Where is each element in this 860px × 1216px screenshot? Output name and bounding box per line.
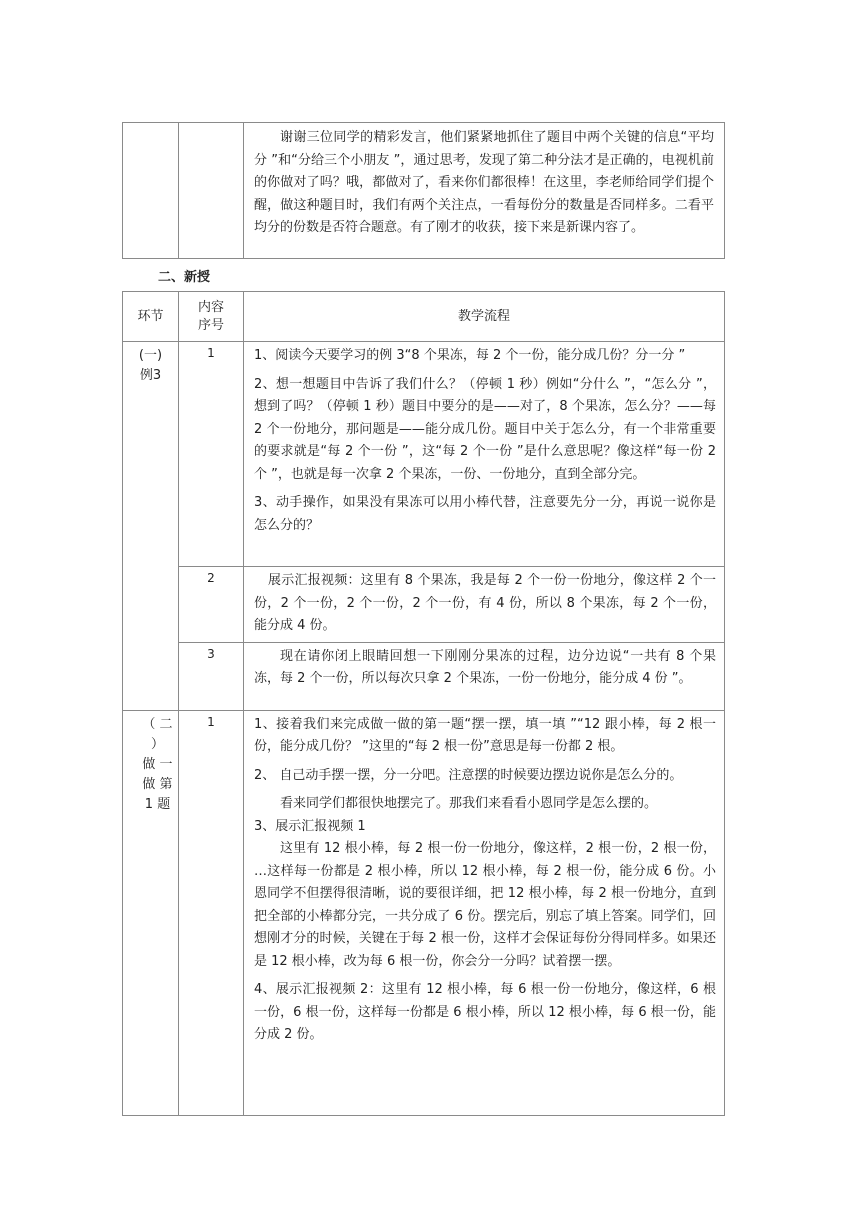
header-content-number	[179, 292, 244, 342]
stage-label-line4: 做 第	[142, 776, 173, 792]
empty-cell	[123, 123, 179, 259]
section-heading: 二、新授	[158, 270, 211, 285]
table-header-row	[123, 292, 725, 342]
previous-section-table	[122, 122, 725, 259]
flow-paragraph: 现在请你闭上眼睛回想一下刚刚分果冻的过程，边分边说“一共有 8 个果冻，每 2 个一份，所以每次只拿 2 个果冻，一份一份地分，能分成 4 份 ”。	[254, 648, 716, 686]
table-row	[123, 342, 725, 567]
empty-cell	[179, 123, 244, 259]
row-number: 1	[179, 342, 244, 567]
intro-cell	[244, 123, 725, 259]
table-row	[123, 567, 725, 643]
flow-paragraph: 2、想一想题目中告诉了我们什么？（停顿 1 秒）例如“分什么 ”，“怎么分 ”，想到了吗？（停顿 1 秒）题目中要分的是——对了，8 个果冻，怎么分？——每 2 个一份地分，那问题是——能分成几份。题目中关于怎么分，有一个非常重要的要求就是“每 2 个一份 ”，这“每 2 个一份 ”是什么意思呢？像这样“每一份 2 个 ”，也就是每一次拿 2 个果冻，一份、一份地分，直到全部分完。	[254, 376, 716, 482]
stage-label-line2: ）	[150, 736, 164, 752]
stage-example3	[123, 342, 179, 711]
flow-paragraph: 3、展示汇报视频 1	[254, 818, 366, 834]
intro-paragraph: 谢谢三位同学的精彩发言，他们紧紧地抓住了题目中两个关键的信息“平均分 ”和“分给三个小朋友 ”，通过思考，发现了第二种分法才是正确的，电视机前的你做对了吗？哦，都做对了，看来你们都很棒！在这里，李老师给同学们提个醒，做这种题目时，我们有两个关注点，一看每份分的数量是否同样多。二看平均分的份数是否符合题意。有了刚才的收获，接下来是新课内容了。	[254, 130, 714, 235]
header-stage: 环节	[123, 292, 179, 342]
flow-paragraph: 3、动手操作，如果没有果冻可以用小棒代替，注意要先分一分，再说一说你是怎么分的？	[254, 495, 716, 533]
table-row	[123, 710, 725, 1115]
row-number: 2	[179, 567, 244, 643]
flow-paragraph: 4、展示汇报视频 2：这里有 12 根小棒，每 6 根一份一份地分，像这样，6 根一份，6 根一份，这样每一份都是 6 根小棒，所以 12 根小棒，每 6 根一份，能分成 2 份。	[254, 982, 716, 1042]
row-number: 1	[179, 710, 244, 1115]
flow-cell	[244, 342, 725, 567]
flow-paragraph: 展示汇报视频：这里有 8 个果冻，我是每 2 个一份一份地分，像这样 2 个一份，2 个一份，2 个一份，2 个一份，有 4 份，所以 8 个果冻，每 2 个一份，能分成 4 份。	[254, 573, 716, 633]
flow-paragraph: 2、 自己动手摆一摆，分一分吧。注意摆的时候要边摆边说你是怎么分的。	[254, 767, 683, 783]
stage-label-line2: 例3	[139, 368, 162, 383]
flow-cell	[244, 642, 725, 710]
lesson-flow-table	[122, 291, 725, 1116]
flow-paragraph: 1、阅读今天要学习的例 3“8 个果冻，每 2 个一份，能分成几份？分一分 ”	[254, 348, 686, 363]
stage-exercise1	[123, 710, 179, 1115]
header-content-number-line1: 内容	[197, 299, 224, 315]
table-row	[123, 642, 725, 710]
flow-paragraph: 1、接着我们来完成做一做的第一题“摆一摆，填一填 ”“12 跟小棒，每 2 根一份，能分成几份？ ”这里的“每 2 根一份”意思是每一份都 2 根。	[254, 716, 716, 754]
flow-paragraph: 看来同学们都很快地摆完了。那我们来看看小恩同学是怎么摆的。	[280, 796, 658, 811]
stage-label-line5: 1 题	[144, 796, 171, 812]
stage-label-line1: （ 二	[142, 716, 173, 732]
stage-label-line3: 做 一	[142, 756, 173, 772]
row-number: 3	[179, 642, 244, 710]
header-content-number-line2: 序号	[197, 317, 224, 333]
flow-paragraph: 这里有 12 根小棒，每 2 根一份一份地分，像这样，2 根一份，2 根一份， …这样每一份都是 2 根小棒，所以 12 根小棒，每 2 根一份，能分成 6 份。小恩同学不但摆得很清晰，说的要很详细，把 12 根小棒，每 2 根一份地分，直到把全部的小棒都分完，一共分成了 6 份。摆完后，别忘了填上答案。同学们，回想刚才分的时候，关键在于每 2 根一份，这样才会保证每份分得同样多。如果还是 12 根小棒，改为每 6 根一份，你会分一分吗？试着摆一摆。	[254, 841, 716, 969]
stage-label-line1: (一)	[138, 348, 163, 363]
header-teaching-flow: 教学流程	[244, 292, 725, 342]
flow-cell	[244, 567, 725, 643]
flow-cell	[244, 710, 725, 1115]
table-row	[123, 123, 725, 259]
